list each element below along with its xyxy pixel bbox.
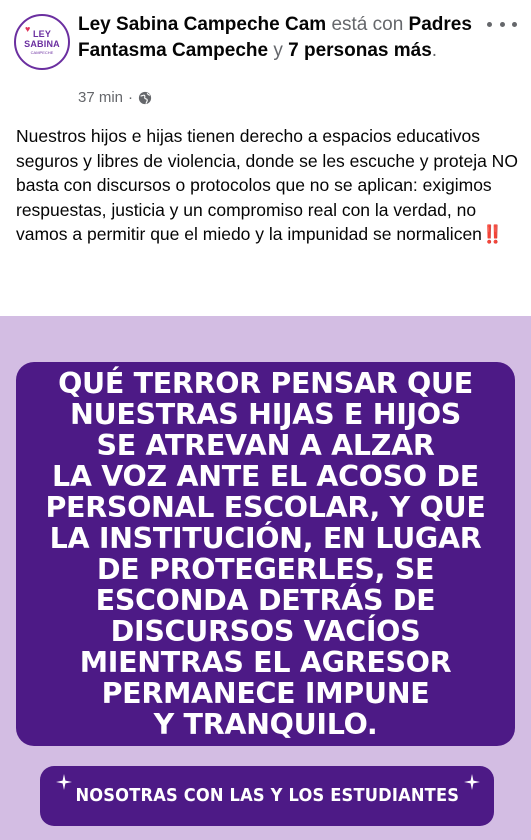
ellipsis-icon[interactable] xyxy=(487,14,517,34)
globe-icon xyxy=(138,91,152,105)
slogan-text: NOSOTRAS CON LAS Y LOS ESTUDIANTES xyxy=(75,786,459,806)
avatar-logo-line3: CAMPECHE xyxy=(30,50,54,55)
post-meta xyxy=(78,89,152,106)
timestamp[interactable]: 37 min xyxy=(78,89,124,106)
post-header xyxy=(0,0,531,118)
avatar-logo-line1: LEY xyxy=(32,29,52,39)
meta-separator: · xyxy=(128,89,134,106)
post-image[interactable] xyxy=(0,316,531,840)
headline-text: QUÉ TERROR PENSAR QUE NUESTRAS HIJAS E HIJOS SE ATREVAN A ALZAR LA VOZ ANTE EL ACOSO DE PERSONAL ESCOLAR, Y QUE LA INSTITUCIÓN, EN LUGAR DE PROTEGERLES, SE ESCONDA DETRÁS DE DISCURSOS VACÍOS MIENTRAS EL AGRESOR PERMANECE IMPUNE Y TRANQUILO. xyxy=(45,367,486,741)
post-text xyxy=(16,124,521,247)
sparkle-icon xyxy=(56,774,72,790)
slogan-banner xyxy=(40,766,494,826)
post-body-text: Nuestros hijos e hijas tienen derecho a espacios educativos seguros y libres de violencia, donde se les escuche y proteja NO basta con discursos o protocolos que no se aplican: exigimos respuestas, justicia y un compromiso real con la verdad, no vamos a permitir que el miedo y la impunidad se normalicen xyxy=(16,126,518,244)
author-name[interactable]: Ley Sabina Campeche Cam xyxy=(78,14,327,35)
avatar-logo-line2: SABINA xyxy=(24,39,60,49)
with-text: está con xyxy=(331,14,404,35)
and-text: y xyxy=(273,40,283,61)
sparkle-icon xyxy=(464,774,480,790)
double-exclamation-emoji: ‼️ xyxy=(481,224,504,244)
heart-icon: ♥ xyxy=(25,24,31,34)
avatar[interactable] xyxy=(14,14,70,70)
tagged-page-link[interactable]: Padres Fantasma Campeche xyxy=(78,14,472,61)
post-attribution xyxy=(78,12,478,64)
headline-panel xyxy=(16,362,515,746)
others-link[interactable]: 7 personas más xyxy=(288,40,432,61)
period: . xyxy=(431,40,438,61)
